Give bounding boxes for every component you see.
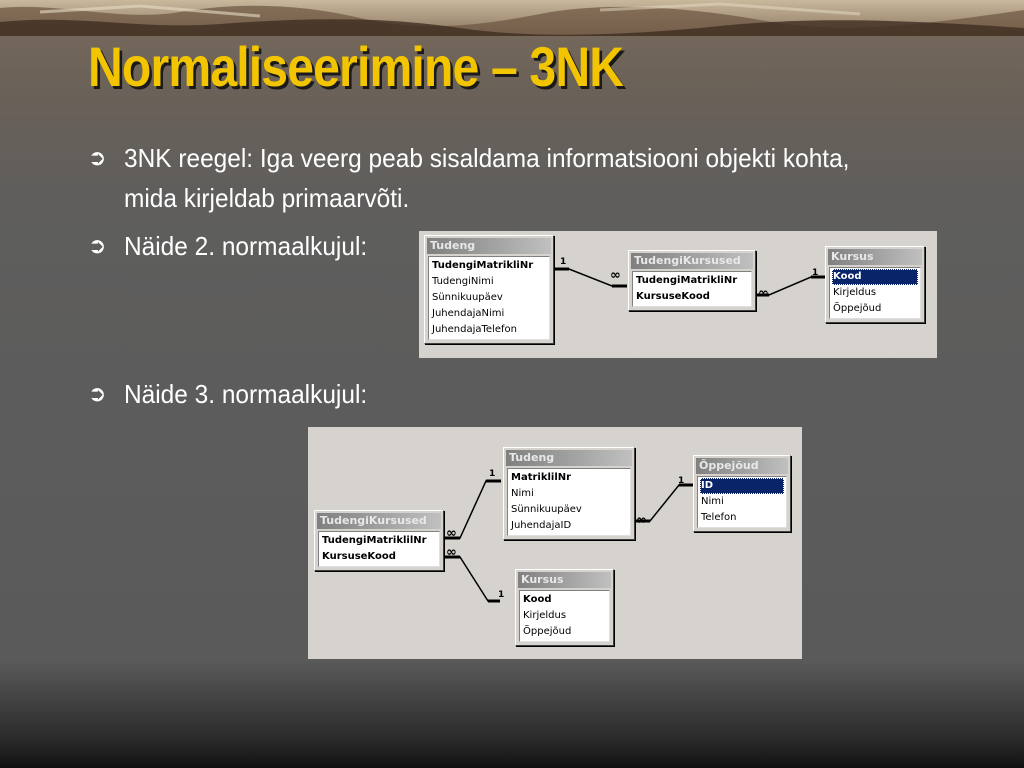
circled-arrow-icon: ➲: [88, 381, 107, 406]
field[interactable]: TudengiMatriklilNr: [322, 535, 427, 546]
table-title: Kursus: [518, 572, 611, 588]
one-label: 1: [498, 590, 505, 600]
field[interactable]: JuhendajaTelefon: [432, 324, 517, 335]
field-list: [829, 267, 921, 319]
field-list: [318, 531, 440, 567]
relationship-diagram-3nf: [308, 427, 802, 659]
circled-arrow-icon: ➲: [88, 145, 107, 170]
table-tudeng[interactable]: [503, 447, 635, 540]
relationship-diagram-2nf: [419, 231, 937, 358]
field[interactable]: Kood: [523, 594, 552, 605]
field[interactable]: JuhendajaNimi: [432, 308, 505, 319]
field-list: [697, 476, 787, 528]
field[interactable]: Nimi: [511, 488, 534, 499]
field-list: [507, 468, 631, 536]
table-kursus[interactable]: [515, 569, 614, 646]
field[interactable]: MatriklilNr: [511, 472, 572, 483]
many-label: ∞: [758, 286, 769, 301]
table-tudengikursused[interactable]: [314, 510, 444, 571]
field[interactable]: TudengiMatrikliNr: [432, 260, 534, 271]
table-title: TudengiKursused: [317, 513, 441, 529]
field[interactable]: TudengiMatrikliNr: [636, 275, 738, 286]
field-list: [519, 590, 610, 642]
field[interactable]: Kood: [832, 269, 918, 285]
field-list: [632, 271, 752, 307]
many-label: ∞: [636, 513, 647, 528]
many-label: ∞: [610, 268, 621, 283]
field[interactable]: Nimi: [701, 496, 724, 507]
field[interactable]: KursuseKood: [636, 291, 710, 302]
field[interactable]: Kirjeldus: [523, 610, 567, 621]
bullet-text: Näide 3. normaalkujul:: [124, 379, 368, 409]
one-label: 1: [812, 268, 819, 278]
field[interactable]: Õppejõud: [523, 626, 572, 637]
table-title: Õppejõud: [696, 458, 788, 474]
field[interactable]: TudengiNimi: [432, 276, 494, 287]
field[interactable]: Sünnikuupäev: [511, 504, 582, 515]
table-title: TudengiKursused: [631, 253, 753, 269]
bullet-text: 3NK reegel: Iga veerg peab sisaldama informatsiooni objekti kohta, mida kirjeldab primaarvõti.: [124, 143, 850, 213]
field[interactable]: Telefon: [701, 512, 737, 523]
bullet-text: Näide 2. normaalkujul:: [124, 231, 368, 261]
table-oppejoud[interactable]: [693, 455, 791, 532]
one-label: 1: [560, 257, 567, 267]
one-label: 1: [678, 476, 685, 486]
field[interactable]: Kirjeldus: [833, 287, 877, 298]
table-tudengikursused[interactable]: [628, 250, 756, 311]
slide-title: Normaliseerimine – 3NK: [88, 35, 624, 98]
field[interactable]: Sünnikuupäev: [432, 292, 503, 303]
header-banner: [0, 0, 1024, 36]
one-label: 1: [489, 469, 496, 479]
many-label: ∞: [446, 545, 457, 560]
field[interactable]: JuhendajaID: [511, 520, 572, 531]
circled-arrow-icon: ➲: [88, 233, 107, 258]
field[interactable]: ID: [700, 478, 784, 494]
many-label: ∞: [446, 526, 457, 541]
field[interactable]: Õppejõud: [833, 303, 882, 314]
table-title: Tudeng: [427, 238, 551, 254]
field-list: [428, 256, 550, 340]
table-title: Kursus: [828, 249, 922, 265]
table-kursus[interactable]: [825, 246, 925, 323]
field[interactable]: KursuseKood: [322, 551, 396, 562]
table-title: Tudeng: [506, 450, 632, 466]
table-tudeng[interactable]: [424, 235, 554, 344]
